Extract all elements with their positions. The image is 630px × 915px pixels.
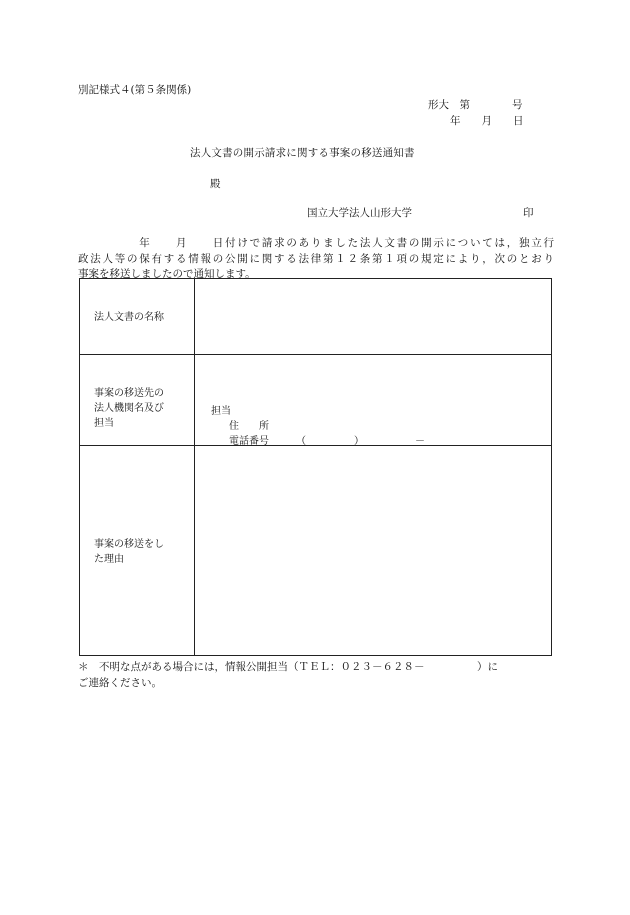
body-line: 事案を移送しましたので通知します。 [78,268,256,280]
table-row-divider [80,445,551,446]
form-reference: 別記様式４(第５条関係) [78,84,192,96]
body-line: 政法人等の保有する情報の公開に関する法律第１２条第１項の規定により，次のとおり [78,252,554,265]
phone-label: 電話番号 [229,436,269,447]
body-line: 年 月 日付けで請求のありました法人文書の開示については，独立行 [78,237,554,249]
footnote-line: ご連絡ください。 [78,676,162,689]
row-label-document-name: 法人文書の名称 [94,312,164,323]
body-paragraph [78,236,554,283]
transfer-details-table [79,278,552,656]
row-label-transfer-destination: 事案の移送先の 法人機関名及び 担当 [94,388,164,429]
document-date: 年 月 日 [450,115,524,127]
sender-name: 国立大学法人山形大学 [307,207,412,219]
footnote [78,660,554,691]
contact-person-label: 担当 [211,406,231,417]
addressee-suffix: 殿 [210,178,221,190]
table-column-divider [194,279,195,655]
phone-dash: － [415,436,425,447]
address-label: 住 所 [229,421,269,432]
table-row-divider [80,354,551,355]
document-number: 形大 第 号 [428,99,523,111]
footnote-line: ＊ 不明な点がある場合には，情報公開担当（ＴＥＬ：０２３－６２８－ ）に [78,661,498,673]
document-title: 法人文書の開示請求に関する事案の移送通知書 [190,147,415,159]
phone-paren-open: （ [296,436,306,447]
phone-paren-close: ） [354,436,364,447]
seal-mark: 印 [523,207,534,219]
row-label-transfer-reason: 事案の移送をし た理由 [94,539,164,565]
